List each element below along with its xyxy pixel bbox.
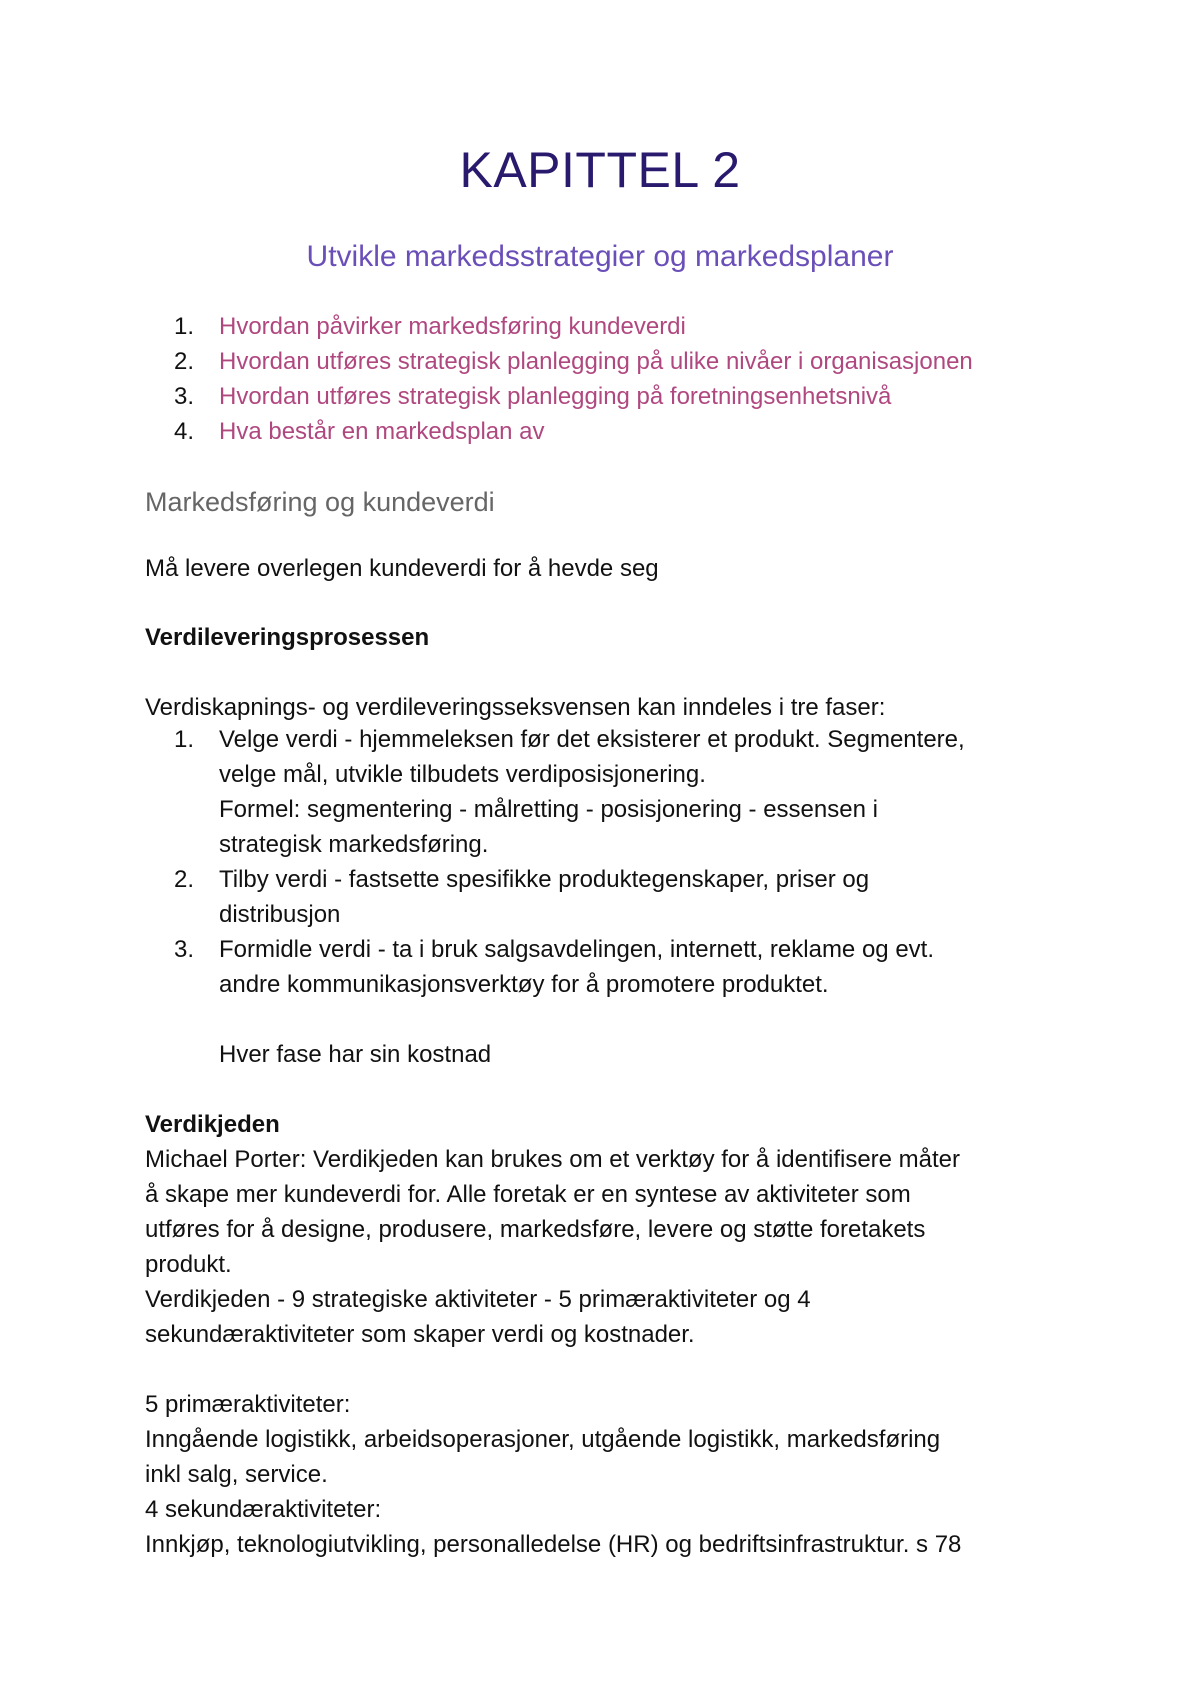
toc-item bbox=[174, 414, 973, 449]
intro-paragraph: Må levere overlegen kundeverdi for å hevde seg bbox=[145, 555, 659, 582]
verdikjeden-paragraph bbox=[145, 1142, 1065, 1352]
toc-item bbox=[174, 344, 973, 379]
verdileveringsprosessen-heading: Verdileveringsprosessen bbox=[145, 624, 430, 651]
paragraph-line: Michael Porter: Verdikjeden kan brukes om et verktøy for å identifisere måter bbox=[145, 1146, 961, 1173]
phase-number: 2. bbox=[174, 866, 195, 893]
toc-item-text: Hva består en markedsplan av bbox=[219, 418, 545, 445]
verdikjeden-heading: Verdikjeden bbox=[145, 1111, 280, 1138]
paragraph-line: å skape mer kundeverdi for. Alle foretak er en syntese av aktiviteter som bbox=[145, 1181, 911, 1208]
phase-line: strategisk markedsføring. bbox=[219, 831, 489, 858]
table-of-contents bbox=[174, 309, 973, 449]
toc-item-number: 4. bbox=[174, 418, 195, 445]
phase-cost-note: Hver fase har sin kostnad bbox=[219, 1041, 492, 1068]
phase-number: 3. bbox=[174, 936, 195, 963]
paragraph-line: sekundæraktiviteter som skaper verdi og kostnader. bbox=[145, 1321, 695, 1348]
phase-line: andre kommunikasjonsverktøy for å promotere produktet. bbox=[219, 971, 829, 998]
toc-item-text: Hvordan utføres strategisk planlegging på foretningsenhetsnivå bbox=[219, 383, 892, 410]
toc-item-number: 1. bbox=[174, 313, 195, 340]
section-heading: Markedsføring og kundeverdi bbox=[145, 487, 495, 517]
phase-number: 1. bbox=[174, 726, 195, 753]
toc-item-text: Hvordan påvirker markedsføring kundeverdi bbox=[219, 313, 686, 340]
phase-line: Tilby verdi - fastsette spesifikke produktegenskaper, priser og bbox=[219, 866, 870, 893]
primary-activities-label: 5 primæraktiviteter: bbox=[145, 1391, 351, 1418]
toc-item bbox=[174, 379, 973, 414]
page-title: KAPITTEL 2 bbox=[459, 142, 741, 198]
phase-line: Velge verdi - hjemmeleksen før det eksisterer et produkt. Segmentere, bbox=[219, 726, 965, 753]
paragraph-line: produkt. bbox=[145, 1251, 232, 1278]
toc-item bbox=[174, 309, 973, 344]
phase-line: Formel: segmentering - målretting - posisjonering - essensen i bbox=[219, 796, 878, 823]
page-subtitle: Utvikle markedsstrategier og markedsplaner bbox=[306, 240, 894, 273]
toc-item-text: Hvordan utføres strategisk planlegging på ulike nivåer i organisasjonen bbox=[219, 348, 973, 375]
phases-list bbox=[174, 722, 1054, 1002]
phase-item bbox=[174, 932, 1054, 1002]
phases-lead: Verdiskapnings- og verdileveringsseksvensen kan inndeles i tre faser: bbox=[145, 694, 886, 721]
paragraph-line: Verdikjeden - 9 strategiske aktiviteter - 5 primæraktiviteter og 4 bbox=[145, 1286, 811, 1313]
phase-item bbox=[174, 862, 1054, 932]
phase-line: distribusjon bbox=[219, 901, 341, 928]
primary-activities bbox=[145, 1387, 1065, 1562]
secondary-activities-label: 4 sekundæraktiviteter: bbox=[145, 1496, 382, 1523]
phase-item bbox=[174, 722, 1054, 862]
primary-activities-line: inkl salg, service. bbox=[145, 1461, 328, 1488]
toc-item-number: 3. bbox=[174, 383, 195, 410]
primary-activities-line: Inngående logistikk, arbeidsoperasjoner, utgående logistikk, markedsføring bbox=[145, 1426, 941, 1453]
toc-item-number: 2. bbox=[174, 348, 195, 375]
phase-line: velge mål, utvikle tilbudets verdiposisjonering. bbox=[219, 761, 706, 788]
paragraph-line: utføres for å designe, produsere, markedsføre, levere og støtte foretakets bbox=[145, 1216, 926, 1243]
phase-line: Formidle verdi - ta i bruk salgsavdelingen, internett, reklame og evt. bbox=[219, 936, 934, 963]
secondary-activities-text: Innkjøp, teknologiutvikling, personalledelse (HR) og bedriftsinfrastruktur. s 78 bbox=[145, 1531, 962, 1558]
